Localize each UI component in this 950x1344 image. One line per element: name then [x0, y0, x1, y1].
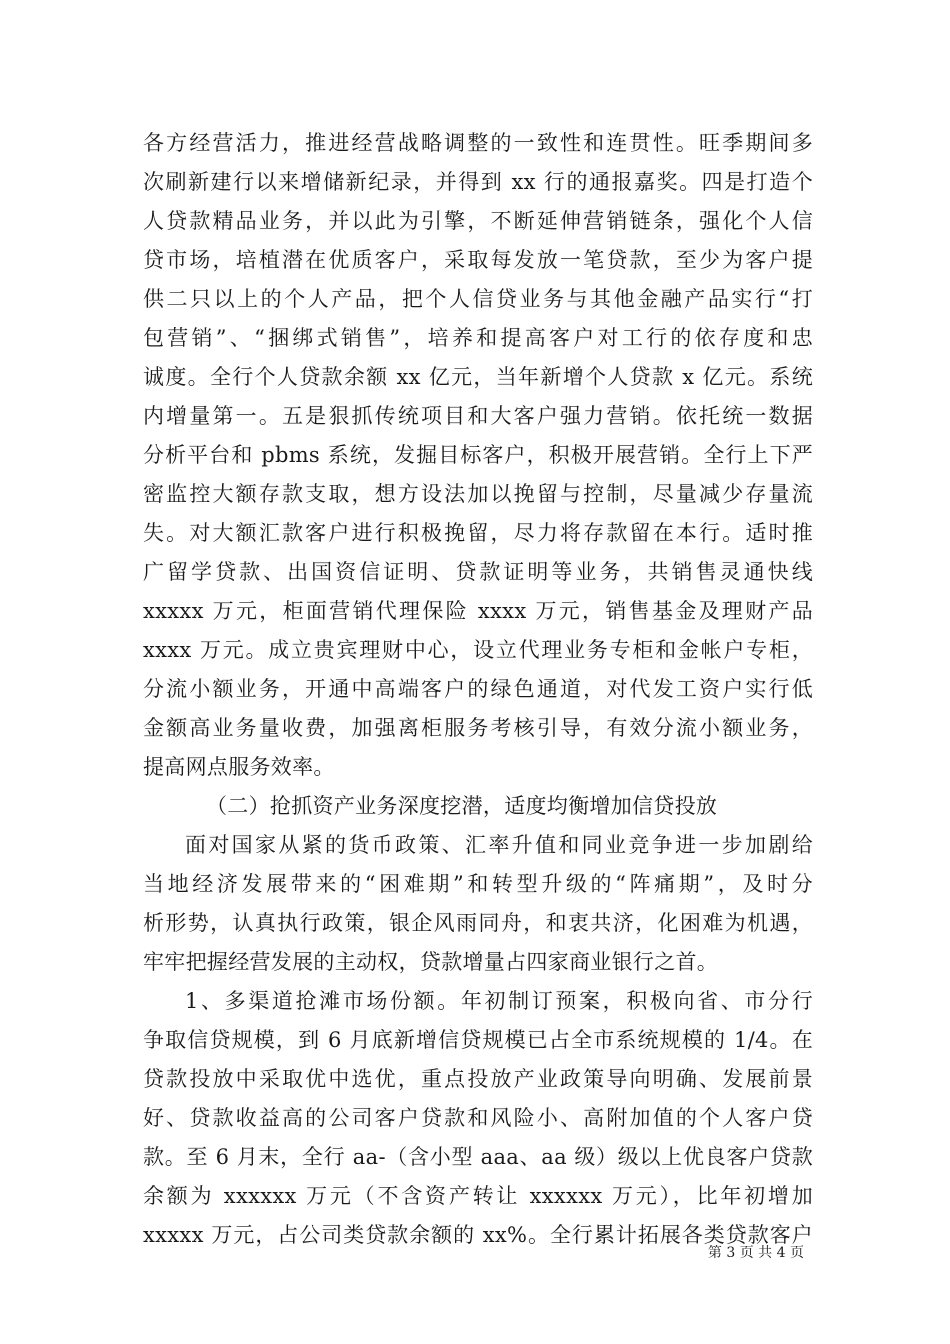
- text-line: 内增量第一。五是狠抓传统项目和大客户强力营销。依托统一数据: [143, 404, 813, 428]
- text-line: 提高网点服务效率。: [143, 755, 335, 779]
- text-line: 失。对大额汇款客户进行积极挽留，尽力将存款留在本行。适时推: [143, 521, 813, 545]
- text-line: 析形势，认真执行政策，银企风雨同舟，和衷共济，化困难为机遇，: [143, 911, 813, 935]
- text-line: 广留学贷款、出国资信证明、贷款证明等业务，共销售灵通快线: [143, 560, 813, 584]
- text-line: 当地经济发展带来的“困难期”和转型升级的“阵痛期”，及时分: [143, 872, 813, 896]
- text-line: 包营销”、“捆绑式销售”，培养和提高客户对工行的依存度和忠: [143, 326, 813, 350]
- text-line: 分析平台和 pbms 系统，发掘目标客户，积极开展营销。全行上下严: [143, 443, 813, 467]
- subsection-line: 1、多渠道抢滩市场份额。年初制订预案，积极向省、市分行: [185, 989, 813, 1013]
- section-heading: （二）抢抓资产业务深度挖潜，适度均衡增加信贷投放: [206, 794, 718, 818]
- text-line: 密监控大额存款支取，想方设法加以挽留与控制，尽量减少存量流: [143, 482, 813, 506]
- text-line: 分流小额业务，开通中高端客户的绿色通道，对代发工资户实行低: [143, 677, 813, 701]
- text-line: 面对国家从紧的货币政策、汇率升值和同业竞争进一步加剧给: [185, 833, 813, 857]
- text-line: 各方经营活力，推进经营战略调整的一致性和连贯性。旺季期间多: [143, 131, 813, 155]
- text-line: 供二只以上的个人产品，把个人信贷业务与其他金融产品实行“打: [143, 287, 813, 311]
- text-line: 贷款投放中采取优中选优，重点投放产业政策导向明确、发展前景: [143, 1067, 813, 1091]
- text-line: 款。至 6 月末，全行 aa-（含小型 aaa、aa 级）级以上优良客户贷款: [143, 1145, 813, 1169]
- text-line: 金额高业务量收费，加强离柜服务考核引导，有效分流小额业务，: [143, 716, 813, 740]
- text-line: xxxxx 万元，柜面营销代理保险 xxxx 万元，销售基金及理财产品: [143, 599, 813, 623]
- text-line: 次刷新建行以来增储新纪录，并得到 xx 行的通报嘉奖。四是打造个: [143, 170, 813, 194]
- text-line: xxxx 万元。成立贵宾理财中心，设立代理业务专柜和金帐户专柜，: [143, 638, 813, 662]
- text-line: xxxxx 万元，占公司类贷款余额的 xx%。全行累计拓展各类贷款客户: [143, 1223, 813, 1247]
- text-line: 好、贷款收益高的公司客户贷款和风险小、高附加值的个人客户贷: [143, 1106, 813, 1130]
- text-line: 人贷款精品业务，并以此为引擎，不断延伸营销链条，强化个人信: [143, 209, 813, 233]
- text-line: 诚度。全行个人贷款余额 xx 亿元，当年新增个人贷款 x 亿元。系统: [143, 365, 813, 389]
- page-number: 第 3 页 共 4 页: [707, 1245, 804, 1261]
- text-line: 争取信贷规模，到 6 月底新增信贷规模已占全市系统规模的 1/4。在: [143, 1028, 813, 1052]
- text-line: 牢牢把握经营发展的主动权，贷款增量占四家商业银行之首。: [143, 950, 719, 974]
- text-line: 贷市场，培植潜在优质客户，采取每发放一笔贷款，至少为客户提: [143, 248, 813, 272]
- text-line: 余额为 xxxxxx 万元（不含资产转让 xxxxxx 万元），比年初增加: [143, 1184, 813, 1208]
- body-text: [143, 124, 813, 1255]
